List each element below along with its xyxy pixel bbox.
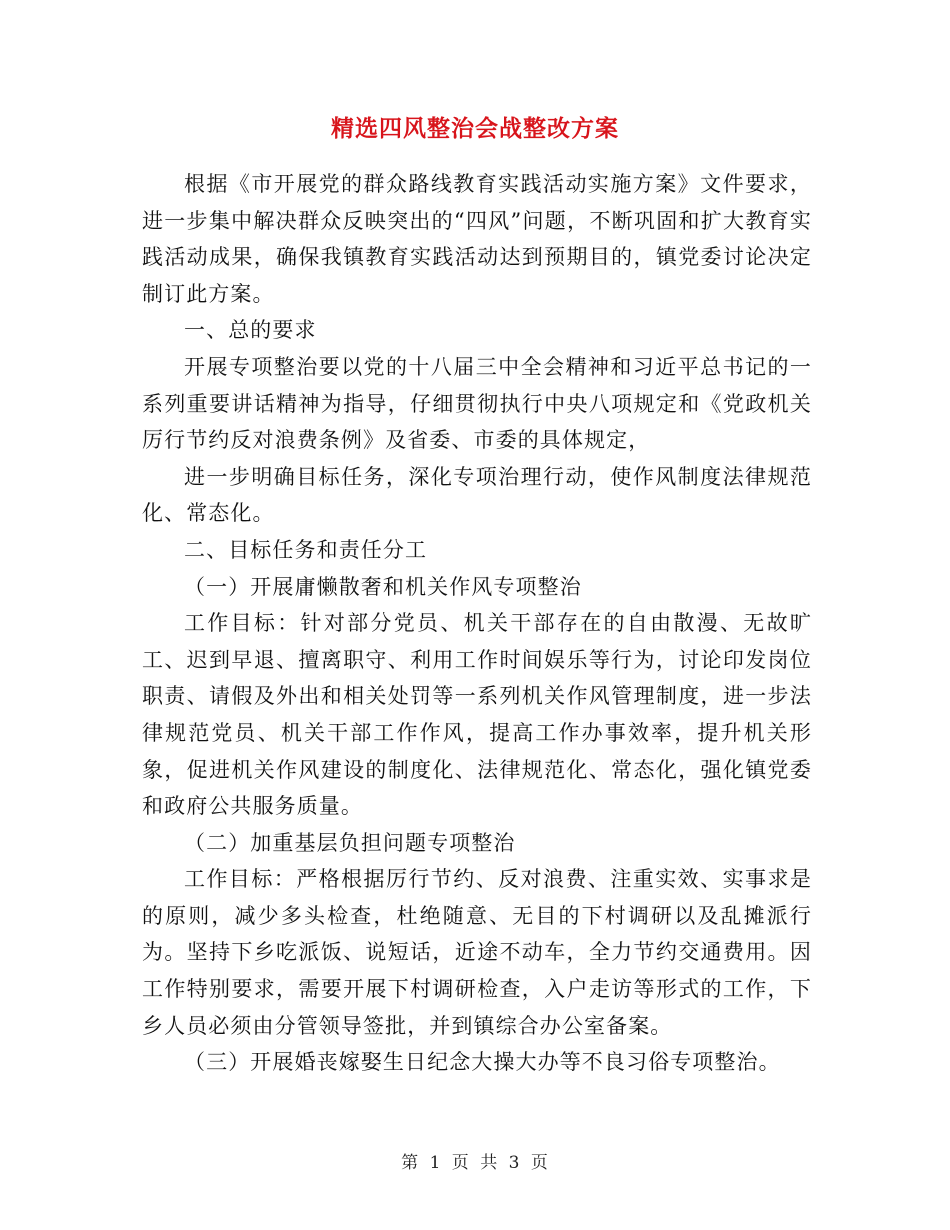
document-title: 精选四风整治会战整改方案 xyxy=(331,116,619,142)
section-heading-targets-responsibilities: 二、目标任务和责任分工 xyxy=(184,537,428,562)
section-heading-general-requirements: 一、总的要求 xyxy=(184,318,317,343)
subsection-2-paragraph: 工作目标：严格根据厉行节约、反对浪费、注重实效、实事求是的原则，减少多头检查，杜绝随意、无目的下村调研以及乱摊派行为。坚持下乡吃派饭、说短话，近途不动车，全力节约交通费用。因工作特别要求，需要开展下村调研检查，入户走访等形式的工作，下乡人员必须由分管领导签批，并到镇综合办公室备案。 xyxy=(142,867,812,1038)
general-requirements-continuation: 进一步明确目标任务，深化专项治理行动，使作风制度法律规范化、常态化。 xyxy=(142,464,812,526)
subsection-heading-3: （三）开展婚丧嫁娶生日纪念大操大办等不良习俗专项整治。 xyxy=(184,1050,781,1075)
page-number-footer: 第 1 页 共 3 页 xyxy=(401,1153,549,1173)
subsection-heading-2: （二）加重基层负担问题专项整治 xyxy=(184,830,516,855)
subsection-heading-1: （一）开展庸懒散奢和机关作风专项整治 xyxy=(184,574,582,599)
general-requirements-paragraph: 开展专项整治要以党的十八届三中全会精神和习近平总书记的一系列重要讲话精神为指导，仔细贯彻执行中央八项规定和《党政机关厉行节约反对浪费条例》及省委、市委的具体规定， xyxy=(142,354,812,453)
document-body xyxy=(142,166,812,1081)
subsection-1-paragraph: 工作目标：针对部分党员、机关干部存在的自由散漫、无故旷工、迟到早退、擅离职守、利用工作时间娱乐等行为，讨论印发岗位职责、请假及外出和相关处罚等一系列机关作风管理制度，进一步法律规范党员、机关干部工作作风，提高工作办事效率，提升机关形象，促进机关作风建设的制度化、法律规范化、常态化，强化镇党委和政府公共服务质量。 xyxy=(142,611,812,819)
intro-paragraph: 根据《市开展党的群众路线教育实践活动实施方案》文件要求，进一步集中解决群众反映突出的“四风”问题，不断巩固和扩大教育实践活动成果，确保我镇教育实践活动达到预期目的，镇党委讨论决定制订此方案。 xyxy=(142,172,812,306)
